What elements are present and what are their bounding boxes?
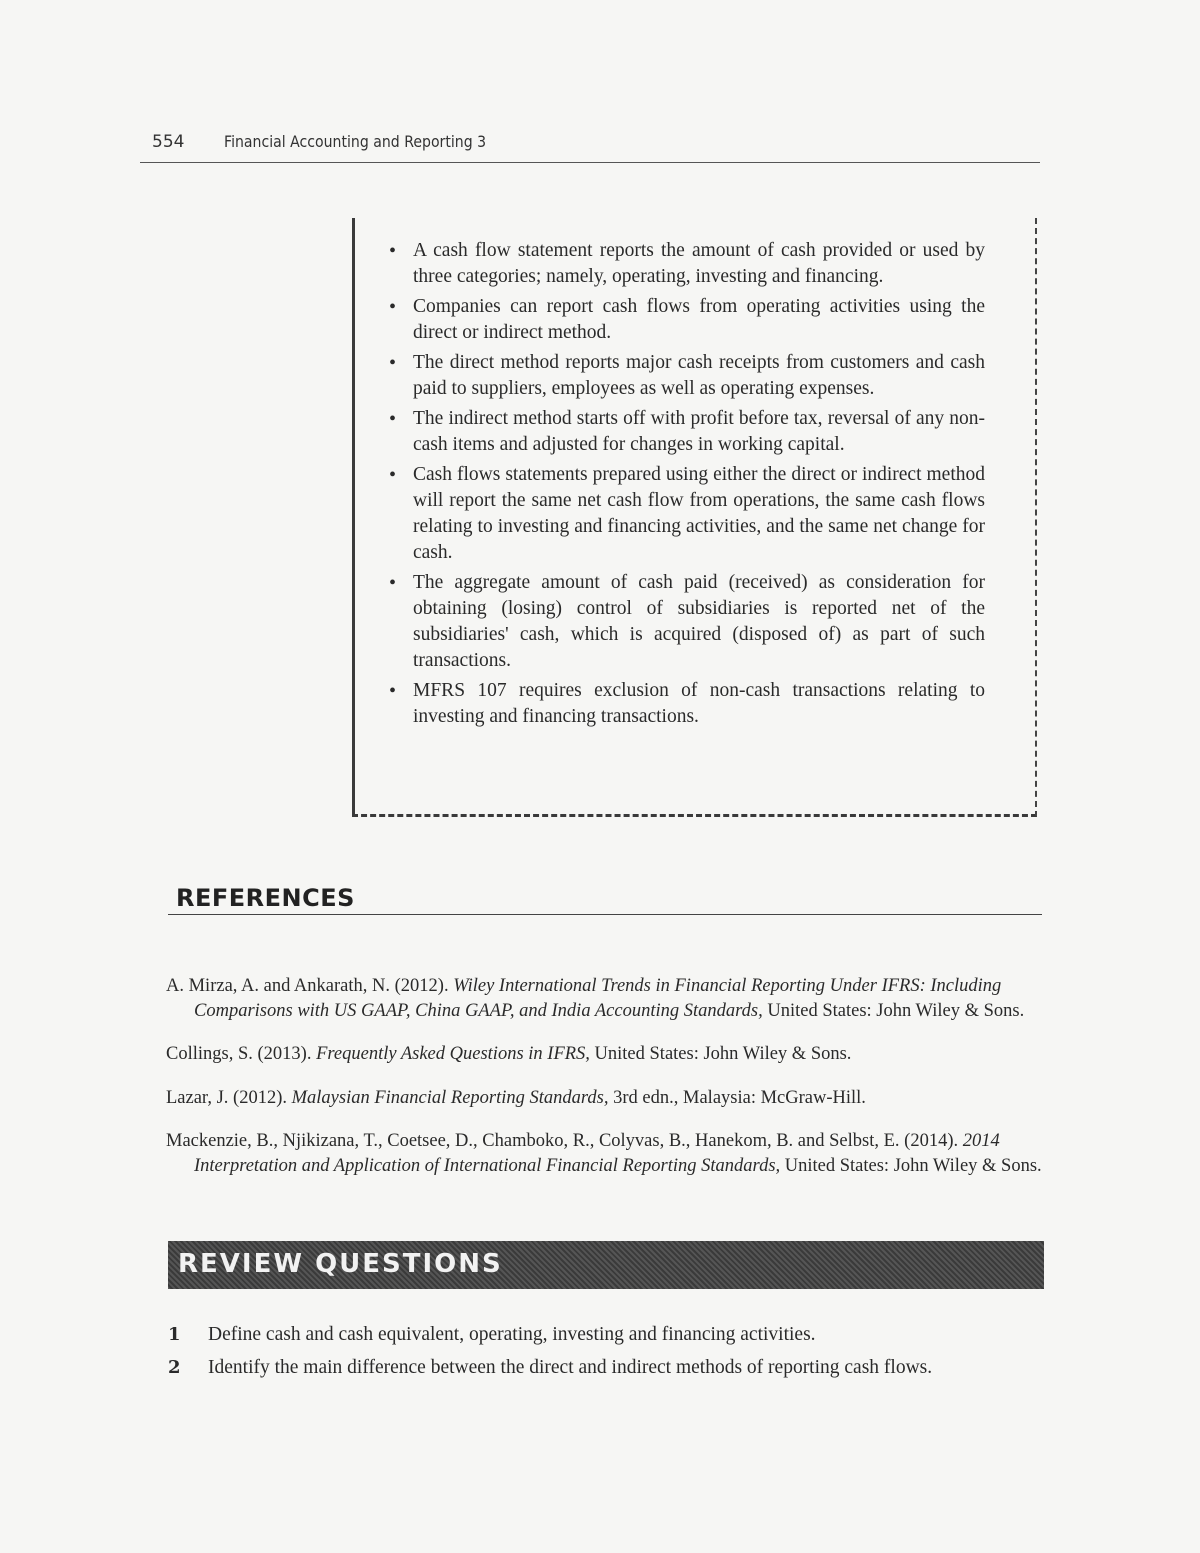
page-number: 554 xyxy=(152,132,185,152)
reference-publisher: United States: John Wiley & Sons. xyxy=(762,1000,1025,1021)
reference-title: 2014 Interpretation and Application of International Financial Reporting Standards, xyxy=(194,1131,1000,1176)
references-list xyxy=(166,955,1046,1191)
references-heading: REFERENCES xyxy=(176,884,355,912)
reference-authors: A. Mirza, A. and Ankarath, N. (2012). xyxy=(166,975,454,996)
reference-publisher: 3rd edn., Malaysia: McGraw-Hill. xyxy=(608,1087,866,1108)
question-text: Identify the main difference between the direct and indirect methods of reporting cash flows. xyxy=(208,1357,933,1378)
review-questions-list xyxy=(168,1322,1048,1388)
reference-entry xyxy=(166,1042,1046,1067)
running-header xyxy=(140,128,1040,158)
reference-authors: Mackenzie, B., Njikizana, T., Coetsee, D., Chamboko, R., Colyvas, B., Hanekom, B. and Selbst, E. (2014). xyxy=(166,1131,963,1151)
reference-entry xyxy=(166,974,1046,1024)
reference-publisher: United States: John Wiley & Sons. xyxy=(780,1156,1042,1176)
summary-list xyxy=(385,238,985,734)
bullet-icon: • xyxy=(389,352,397,374)
reference-authors: Lazar, J. (2012). xyxy=(166,1087,292,1108)
reference-authors: Collings, S. (2013). xyxy=(166,1044,317,1064)
summary-item xyxy=(385,294,985,346)
summary-box xyxy=(352,218,1037,817)
summary-item xyxy=(385,678,985,730)
question-text: Define cash and cash equivalent, operating, investing and financing activities. xyxy=(208,1324,816,1345)
reference-publisher: United States: John Wiley & Sons. xyxy=(589,1044,852,1064)
summary-item-text: A cash flow statement reports the amount of cash provided or used by three categories; namely, operating, investing and financing. xyxy=(413,240,985,287)
running-title: Financial Accounting and Reporting 3 xyxy=(224,132,487,151)
bullet-icon: • xyxy=(389,464,397,486)
summary-item-text: MFRS 107 requires exclusion of non-cash transactions relating to investing and financing transactions. xyxy=(413,680,985,727)
header-rule xyxy=(140,162,1040,163)
summary-item xyxy=(385,570,985,674)
bullet-icon: • xyxy=(389,408,397,430)
question-number: 2 xyxy=(168,1357,181,1378)
reference-entry xyxy=(166,1129,1046,1179)
summary-item xyxy=(385,462,985,566)
reference-title: Frequently Asked Questions in IFRS, xyxy=(316,1044,590,1064)
reference-title: Malaysian Financial Reporting Standards, xyxy=(291,1087,609,1108)
references-rule xyxy=(168,914,1042,915)
summary-item xyxy=(385,350,985,402)
bullet-icon: • xyxy=(389,240,397,262)
review-questions-heading: REVIEW QUESTIONS xyxy=(178,1249,503,1279)
bullet-icon: • xyxy=(389,572,397,594)
summary-item-text: Cash flows statements prepared using either the direct or indirect method will report the same net cash flow from operations, the same cash flows relating to investing and financing activities, and the same net change for cash. xyxy=(413,464,985,563)
summary-item-text: The direct method reports major cash receipts from customers and cash paid to suppliers, employees as well as operating expenses. xyxy=(413,352,985,399)
summary-item xyxy=(385,238,985,290)
summary-item-text: Companies can report cash flows from operating activities using the direct or indirect method. xyxy=(413,296,985,343)
summary-item-text: The indirect method starts off with profit before tax, reversal of any non-cash items and adjusted for changes in working capital. xyxy=(413,408,985,455)
bullet-icon: • xyxy=(389,296,397,318)
bullet-icon: • xyxy=(389,680,397,702)
review-question xyxy=(168,1355,1048,1381)
reference-entry xyxy=(166,1086,1046,1111)
review-questions-banner xyxy=(168,1241,1044,1289)
summary-item-text: The aggregate amount of cash paid (received) as consideration for obtaining (losing) control of subsidiaries is reported net of the subsidiaries' cash, which is acquired (disposed of) as part of such transactions. xyxy=(413,572,985,671)
summary-item xyxy=(385,406,985,458)
question-number: 1 xyxy=(168,1324,181,1345)
review-question xyxy=(168,1322,1048,1348)
reference-title: Wiley International Trends in Financial Reporting Under IFRS: Including Comparisons with US GAAP, China GAAP, and India Accounting Standards, xyxy=(194,975,1002,1021)
